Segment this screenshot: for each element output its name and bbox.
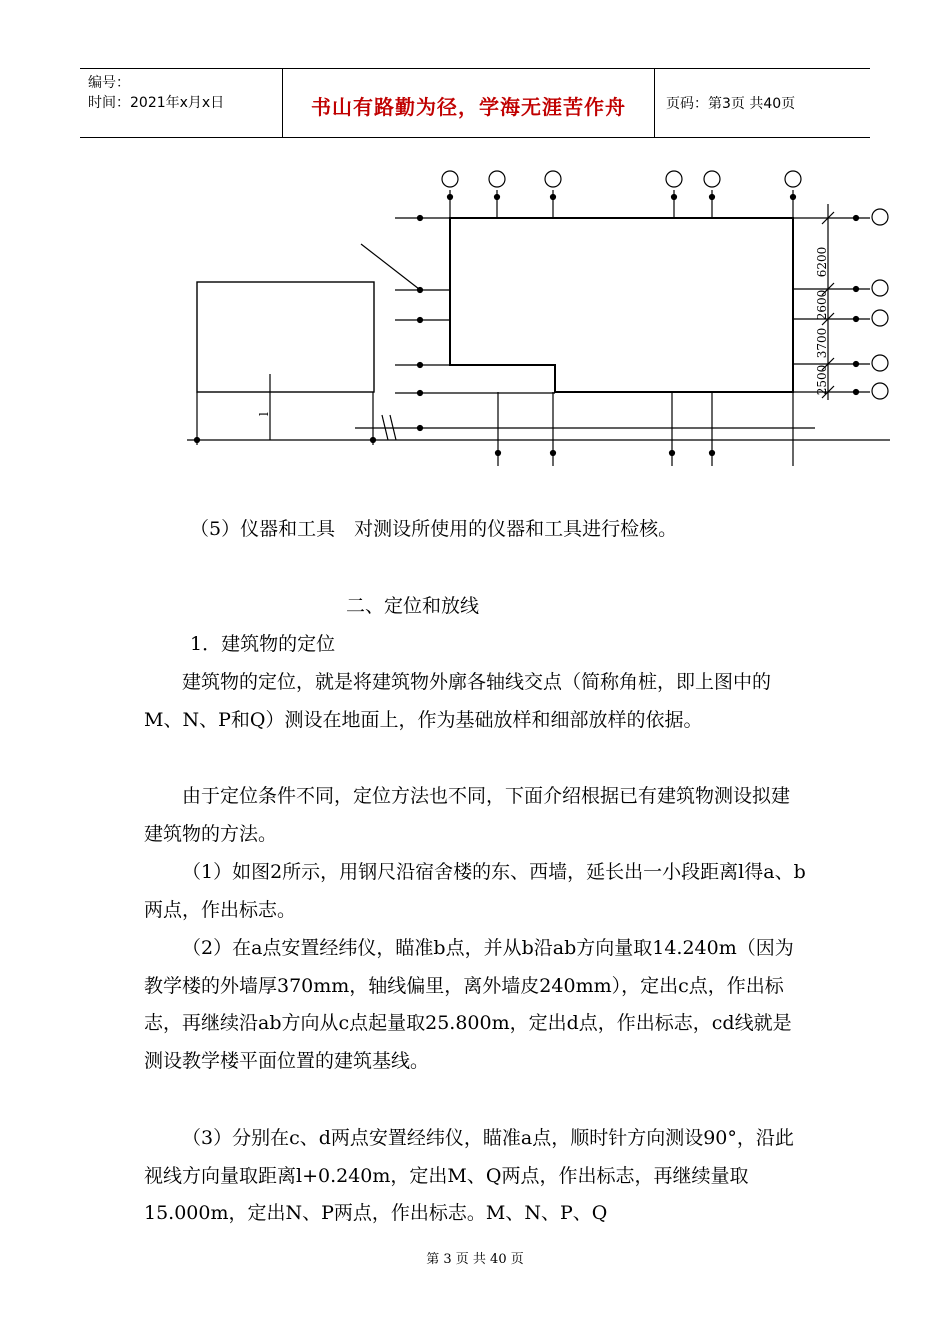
paragraph: 由于定位条件不同，定位方法也不同，下面介绍根据已有建筑物测设拟建建筑物的方法。	[144, 785, 791, 845]
header-motto: 书山有路勤为径，学海无涯苦作舟	[311, 95, 626, 119]
base-line	[187, 374, 890, 445]
paragraph: （1）如图2所示，用钢尺沿宿舍楼的东、西墙，延长出一小段距离l得a、b两点，作出标志。	[144, 861, 806, 921]
time-label: 时间：2021年x月x日	[88, 95, 225, 111]
distance-label: l	[257, 412, 271, 416]
number-label: 编号：	[88, 75, 130, 91]
paragraph: （3）分别在c、d两点安置经纬仪，瞄准a点，顺时针方向测设90°，沿此视线方向量取距离l+0.240m，定出M、Q两点，作出标志，再继续量取15.000m，定出N、P两点，作出标志。M、N、P、Q	[144, 1127, 794, 1224]
subsection-title: 1．建筑物的定位	[190, 633, 336, 655]
dimension-label: 3700	[815, 327, 829, 359]
building-layout-figure	[0, 160, 950, 480]
page-header	[80, 68, 870, 138]
paragraph: （2）在a点安置经纬仪，瞄准b点，并从b沿ab方向量取14.240m（因为教学楼的外墙厚370mm，轴线偏里，离外墙皮240mm），定出c点，作出标志，再继续沿ab方向从c点起量取25.800m，定出d点，作出标志，cd线就是测设教学楼平面位置的建筑基线。	[144, 937, 794, 1072]
existing-building	[197, 282, 374, 392]
new-building-outline	[450, 218, 793, 392]
page-footer: 第 3 页 共 40 页	[426, 1252, 524, 1267]
dimension-label: 2600	[815, 289, 829, 321]
header-page-label: 页码：第3页 共40页	[666, 96, 796, 112]
right-axis-markers	[793, 209, 888, 399]
left-axis-markers	[361, 216, 555, 396]
bottom-axis-markers	[496, 392, 794, 466]
header-left	[88, 73, 278, 113]
top-axis-markers	[442, 171, 801, 218]
header-divider	[654, 69, 655, 137]
section-title: 二、定位和放线	[346, 595, 480, 617]
dimension-label: 6200	[815, 246, 829, 278]
dimension-label: 2500	[815, 364, 829, 396]
paragraph: 建筑物的定位，就是将建筑物外廓各轴线交点（简称角桩，即上图中的M、N、P和Q）测设在地面上，作为基础放样和细部放样的依据。	[144, 671, 772, 731]
paragraph: （5）仪器和工具 对测设所使用的仪器和工具进行检核。	[190, 518, 678, 540]
